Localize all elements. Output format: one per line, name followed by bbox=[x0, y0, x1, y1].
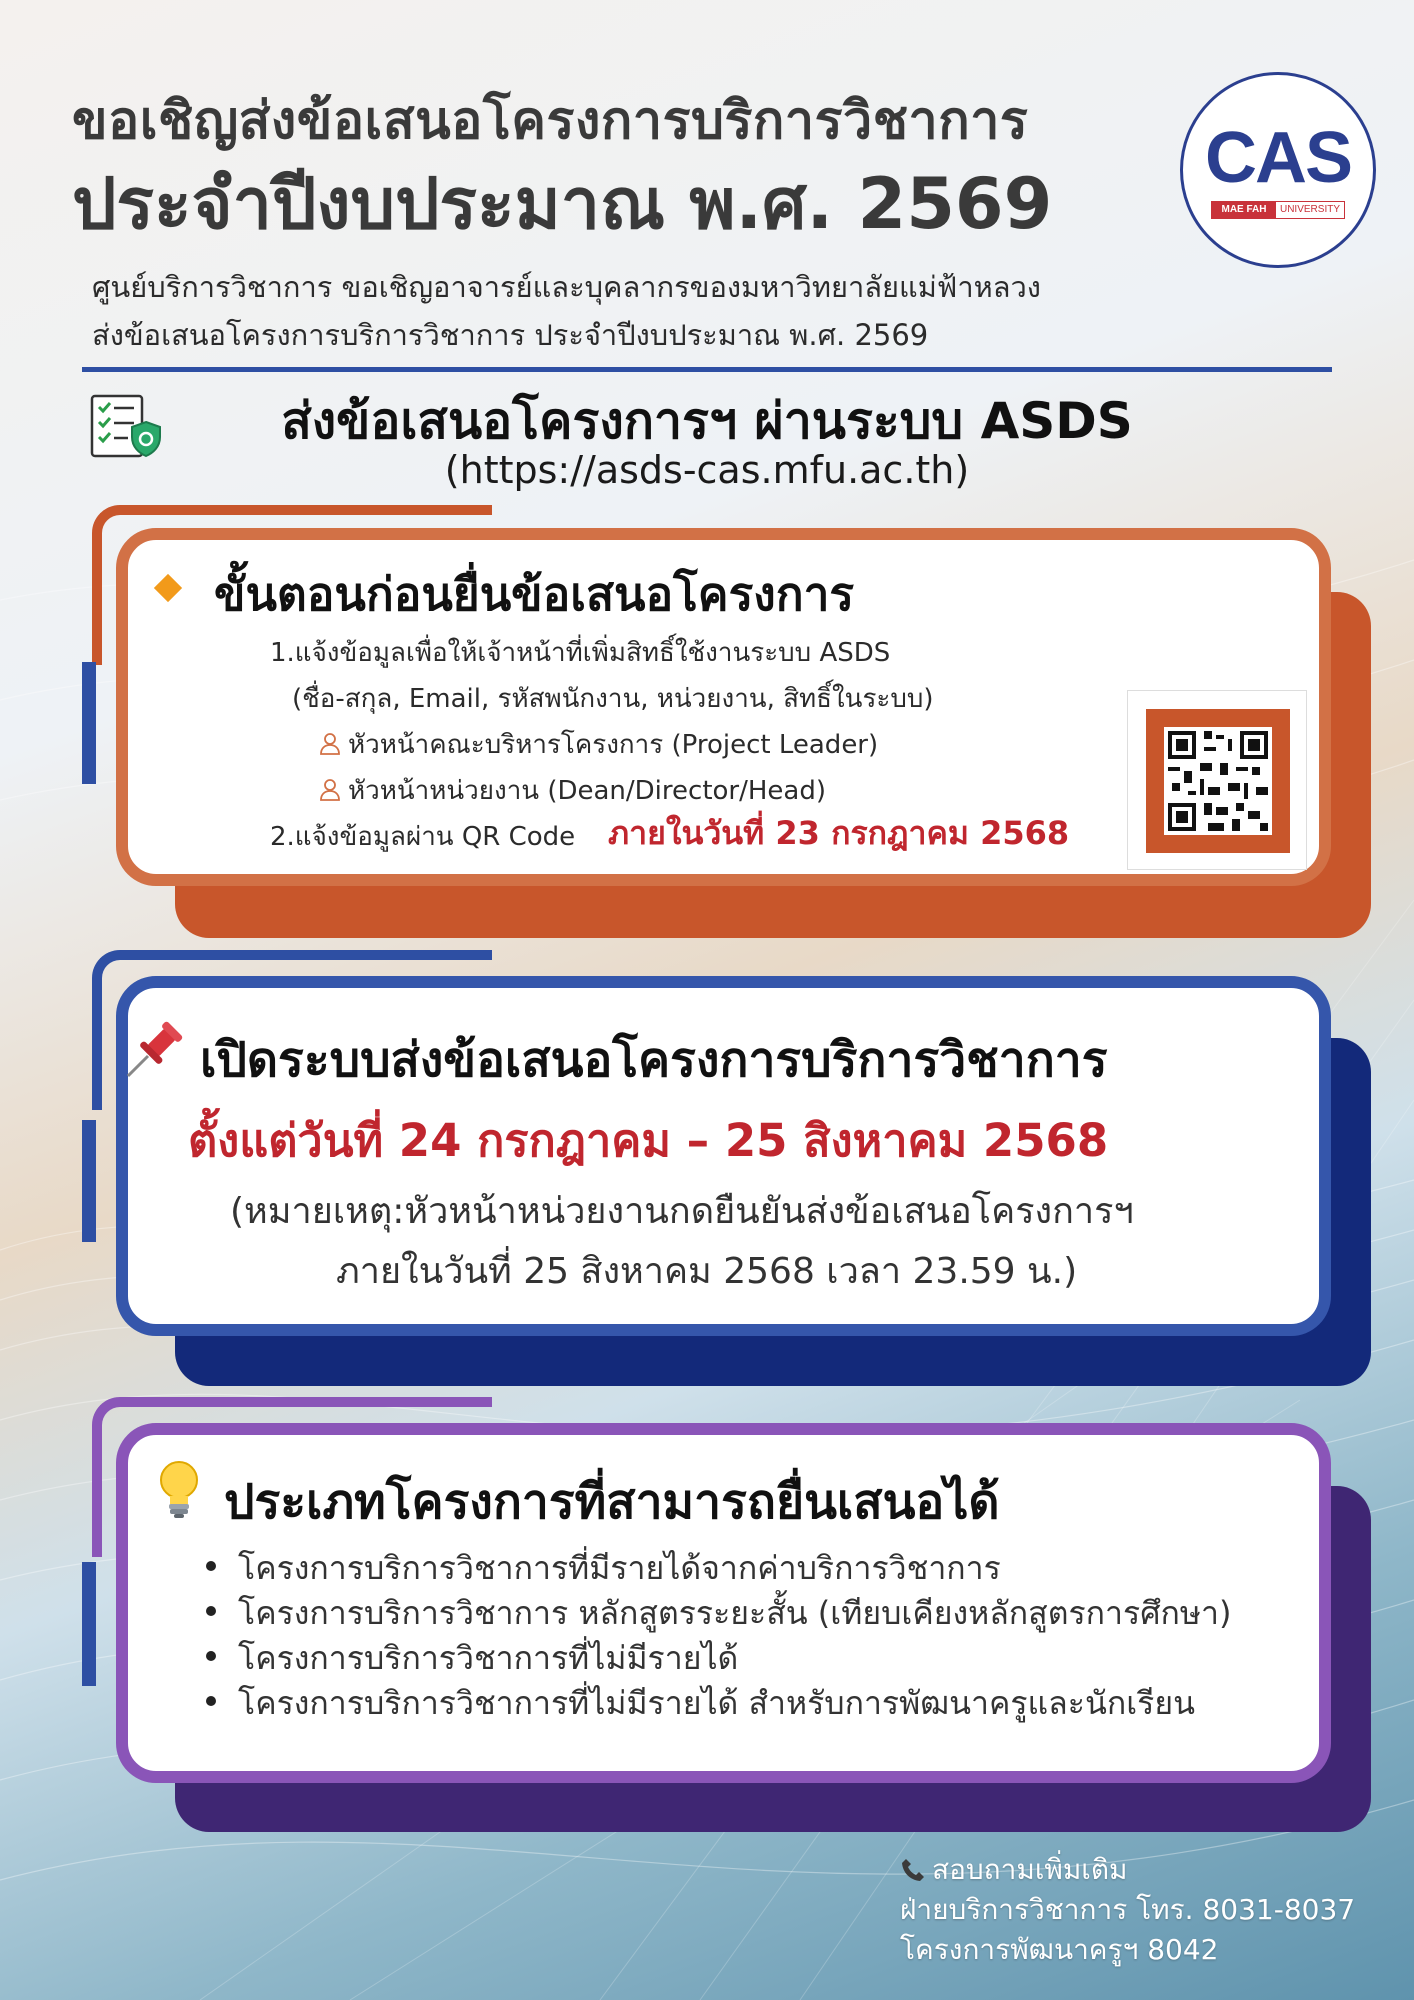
types-list-item: โครงการบริการวิชาการ หลักสูตรระยะสั้น (เทียบเคียงหลักสูตรการศึกษา) bbox=[198, 1588, 1231, 1633]
step1-detail: (ชื่อ-สกุล, Email, รหัสพนักงาน, หน่วยงาน, สิทธิ์ในระบบ) bbox=[292, 684, 934, 714]
contact-line1 bbox=[900, 1848, 1128, 1892]
steps-deadline: ภายในวันที่ 23 กรกฎาคม 2568 bbox=[608, 814, 1070, 852]
contact-line3: โครงการพัฒนาครูฯ 8042 bbox=[900, 1933, 1219, 1966]
logo-band bbox=[1211, 201, 1345, 231]
card3-side-bar bbox=[82, 1562, 96, 1686]
types-list bbox=[198, 1543, 1231, 1723]
lightbulb-icon bbox=[150, 1456, 208, 1520]
role-head-label: หัวหน้าหน่วยงาน (Dean/Director/Head) bbox=[348, 776, 826, 806]
contact-title: สอบถามเพิ่มเติม bbox=[932, 1853, 1128, 1886]
asds-url-link[interactable]: (https://asds-cas.mfu.ac.th) bbox=[444, 448, 970, 492]
open-period: ตั้งแต่วันที่ 24 กรกฎาคม – 25 สิงหาคม 2568 bbox=[188, 1114, 1109, 1167]
types-heading: ประเภทโครงการที่สามารถยื่นเสนอได้ bbox=[224, 1474, 1000, 1530]
intro-line1: ศูนย์บริการวิชาการ ขอเชิญอาจารย์และบุคลากรของมหาวิทยาลัยแม่ฟ้าหลวง bbox=[92, 270, 1041, 304]
role-project-leader-label: หัวหน้าคณะบริหารโครงการ (Project Leader) bbox=[348, 730, 879, 760]
role-head bbox=[320, 770, 826, 811]
types-list-item: โครงการบริการวิชาการที่ไม่มีรายได้ สำหรับการพัฒนาครูและนักเรียน bbox=[198, 1678, 1231, 1723]
asds-heading: ส่งข้อเสนอโครงการฯ ผ่านระบบ ASDS bbox=[281, 392, 1133, 450]
logo-band-university-name: MAE FAH LUANG bbox=[1212, 202, 1276, 218]
role-project-leader bbox=[320, 724, 878, 765]
open-note-line2: ภายในวันที่ 25 สิงหาคม 2568 เวลา 23.59 น.) bbox=[336, 1251, 1078, 1292]
page-title-line1: ขอเชิญส่งข้อเสนอโครงการบริการวิชาการ bbox=[72, 91, 1029, 151]
pushpin-icon bbox=[120, 1018, 186, 1084]
contact-line2: ฝ่ายบริการวิชาการ โทร. 8031-8037 bbox=[900, 1893, 1356, 1926]
page-title-line2: ประจำปีงบประมาณ พ.ศ. 2569 bbox=[72, 163, 1053, 245]
header-divider bbox=[82, 367, 1332, 372]
logo-text: CAS bbox=[1204, 118, 1351, 198]
types-list-item: โครงการบริการวิชาการที่ไม่มีรายได้ bbox=[198, 1633, 1231, 1678]
step1-text: 1.แจ้งข้อมูลเพื่อให้เจ้าหน้าที่เพิ่มสิทธิ์ใช้งานระบบ ASDS bbox=[270, 638, 891, 668]
qr-code bbox=[1164, 727, 1272, 835]
steps-heading: ขั้นตอนก่อนยื่นข้อเสนอโครงการ bbox=[214, 567, 855, 621]
qr-code-box[interactable] bbox=[1127, 690, 1307, 870]
person-icon bbox=[320, 779, 340, 801]
phone-icon bbox=[900, 1857, 926, 1883]
step2-text: 2.แจ้งข้อมูลผ่าน QR Code bbox=[270, 822, 576, 852]
person-icon bbox=[320, 733, 340, 755]
open-heading: เปิดระบบส่งข้อเสนอโครงการบริการวิชาการ bbox=[200, 1032, 1108, 1088]
open-note-line1: (หมายเหตุ:หัวหน้าหน่วยงานกดยืนยันส่งข้อเสนอโครงการฯ bbox=[230, 1191, 1134, 1232]
logo-band-university-word: UNIVERSITY bbox=[1279, 204, 1340, 215]
intro-line2: ส่งข้อเสนอโครงการบริการวิชาการ ประจำปีงบประมาณ พ.ศ. 2569 bbox=[92, 318, 929, 352]
cas-logo bbox=[1180, 72, 1376, 268]
card2-side-bar bbox=[82, 1120, 96, 1242]
types-list-item: โครงการบริการวิชาการที่มีรายได้จากค่าบริการวิชาการ bbox=[198, 1543, 1231, 1588]
diamond-bullet-icon bbox=[150, 570, 186, 606]
card1-side-bar bbox=[82, 662, 96, 784]
